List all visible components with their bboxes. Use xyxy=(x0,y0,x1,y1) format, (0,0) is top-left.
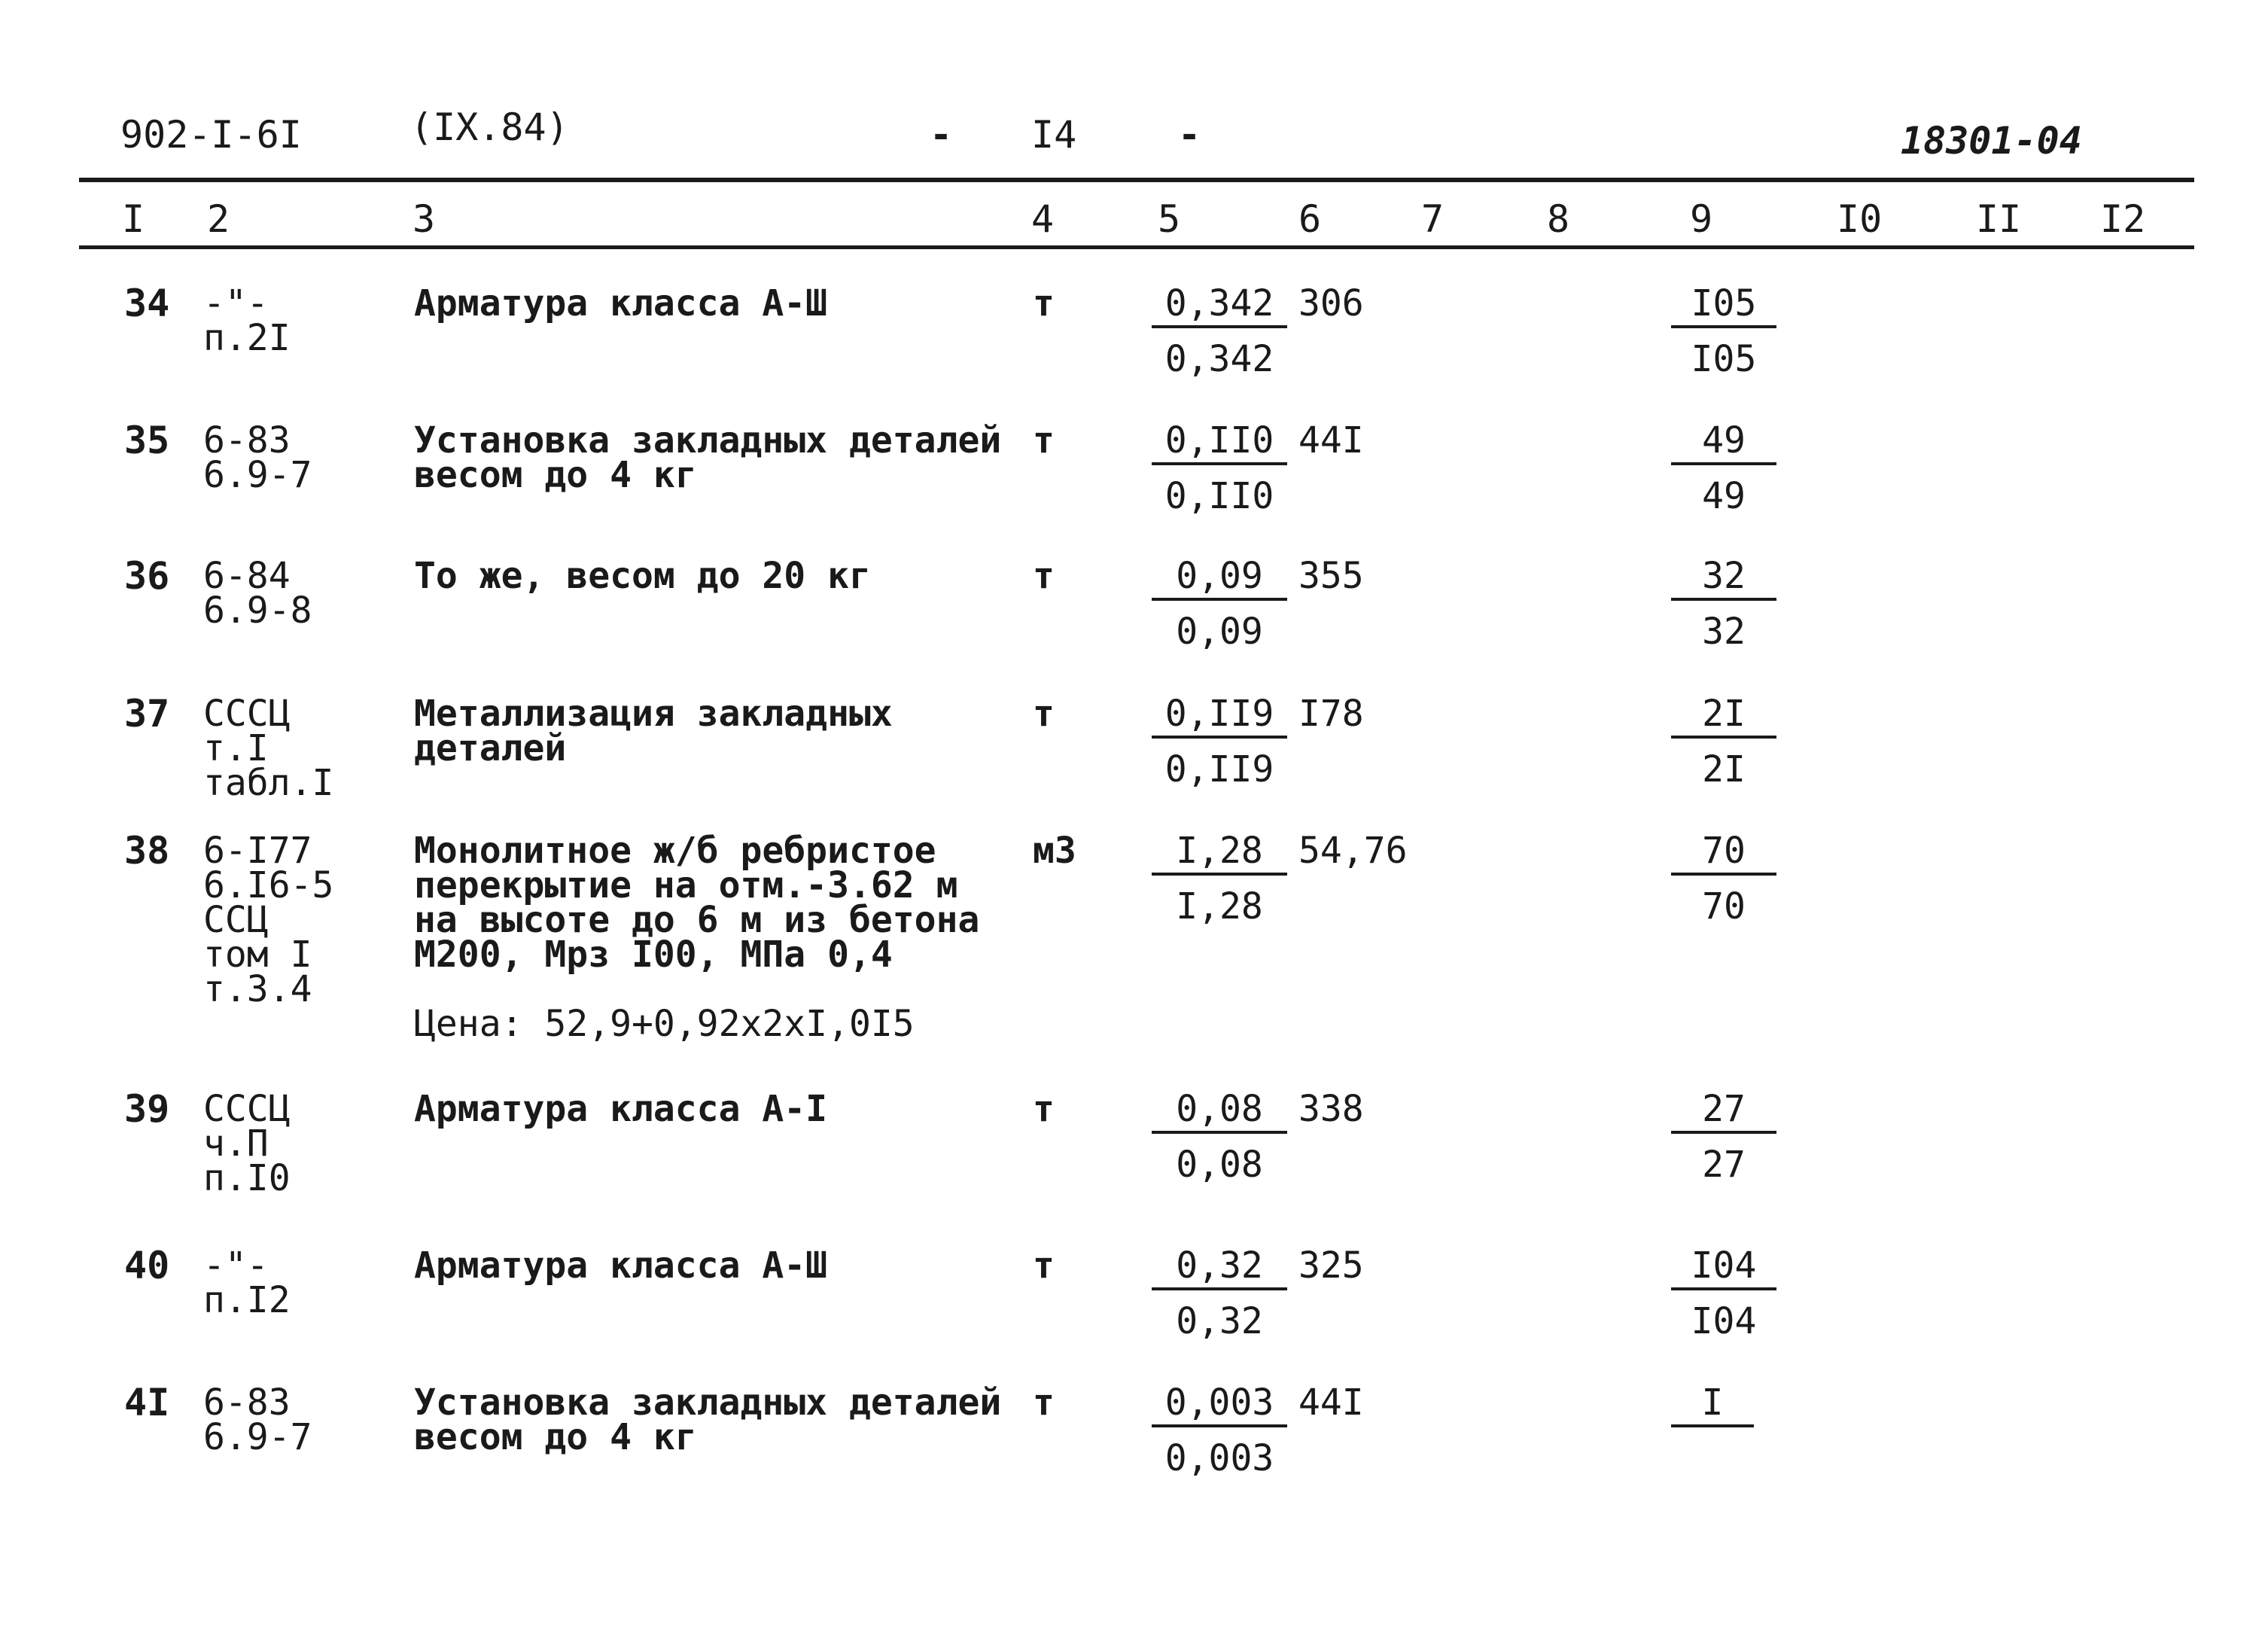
row-quantity: $\frac{0,II9}{0,II9}$ xyxy=(1152,696,1287,787)
row-unit: т xyxy=(1033,693,1055,735)
row-number: 39 xyxy=(124,1087,170,1131)
row-unit-price: 338 xyxy=(1298,1088,1364,1130)
row-unit: м3 xyxy=(1033,830,1076,872)
column-number: 5 xyxy=(1158,197,1181,241)
row-reference: СССЦ т.I табл.I xyxy=(203,693,334,804)
row-number: 37 xyxy=(124,692,170,736)
row-quantity: $\frac{0,08}{0,08}$ xyxy=(1152,1092,1287,1182)
row-reference: 6-83 6.9-7 xyxy=(203,419,312,496)
row-description: Установка закладных деталей весом до 4 кг xyxy=(414,419,1002,496)
row-quantity: $\frac{0,32}{0,32}$ xyxy=(1152,1248,1287,1339)
row-quantity: $\frac{0,342}{0,342}$ xyxy=(1152,286,1287,376)
row-reference: -"- п.I2 xyxy=(203,1244,291,1321)
row-description: Установка закладных деталей весом до 4 кг xyxy=(414,1381,1002,1458)
row-reference: 6-84 6.9-8 xyxy=(203,555,312,632)
column-number: II xyxy=(1976,197,2022,241)
row-description: Металлизация закладных деталей xyxy=(414,693,893,769)
document-date: (IX.84) xyxy=(410,105,569,149)
column-number: 9 xyxy=(1690,197,1713,241)
row-quantity: $\frac{0,003}{0,003}$ xyxy=(1152,1385,1287,1476)
header-rule-top xyxy=(79,178,2194,182)
column-number: 7 xyxy=(1421,197,1445,241)
column-number: 3 xyxy=(413,197,436,241)
row-total: $\frac{70}{70}$ xyxy=(1671,833,1776,924)
row-quantity: $\frac{I,28}{I,28}$ xyxy=(1152,833,1287,924)
row-unit: т xyxy=(1033,419,1055,462)
row-quantity: $\frac{0,09}{0,09}$ xyxy=(1152,559,1287,649)
row-unit: т xyxy=(1033,282,1055,324)
row-description: Арматура класса А-Ш xyxy=(414,282,828,324)
row-unit-price: 44I xyxy=(1298,419,1364,462)
row-unit-price: 325 xyxy=(1298,1244,1364,1287)
row-total: $\frac{32}{32}$ xyxy=(1671,559,1776,649)
row-reference: 6-83 6.9-7 xyxy=(203,1381,312,1458)
row-total: $\frac{2I}{2I}$ xyxy=(1671,696,1776,787)
row-reference: 6-I77 6.I6-5 ССЦ том I т.3.4 xyxy=(203,830,334,1010)
row-total: I xyxy=(1671,1385,1754,1441)
price-formula: Цена: 52,9+0,92х2хI,0I5 xyxy=(414,1003,915,1045)
column-number: I2 xyxy=(2100,197,2146,241)
row-number: 40 xyxy=(124,1244,170,1287)
row-total: $\frac{I05}{I05}$ xyxy=(1671,286,1776,376)
row-number: 38 xyxy=(124,829,170,873)
handwritten-stamp: 18301-04 xyxy=(1901,119,2082,163)
row-unit: т xyxy=(1033,1088,1055,1130)
row-unit-price: 54,76 xyxy=(1298,830,1408,872)
column-number: I0 xyxy=(1837,197,1883,241)
row-description: Арматура класса А-Ш xyxy=(414,1244,828,1287)
row-reference: -"- п.2I xyxy=(203,282,291,359)
row-number: 4I xyxy=(124,1381,170,1424)
row-description: То же, весом до 20 кг xyxy=(414,555,871,597)
row-description: Арматура класса А-I xyxy=(414,1088,828,1130)
row-number: 36 xyxy=(124,554,170,598)
column-number: 8 xyxy=(1547,197,1570,241)
page-number: I4 xyxy=(1031,113,1077,157)
row-quantity: $\frac{0,II0}{0,II0}$ xyxy=(1152,423,1287,513)
row-unit-price: 355 xyxy=(1298,555,1364,597)
row-unit-price: I78 xyxy=(1298,693,1364,735)
column-number: 6 xyxy=(1298,197,1322,241)
row-reference: СССЦ ч.П п.I0 xyxy=(203,1088,291,1199)
row-unit-price: 306 xyxy=(1298,282,1364,324)
row-unit: т xyxy=(1033,555,1055,597)
column-number: 4 xyxy=(1031,197,1055,241)
document-code: 902-I-6I xyxy=(120,113,302,157)
header-dash-right: - xyxy=(1178,113,1201,157)
row-total: $\frac{49}{49}$ xyxy=(1671,423,1776,513)
row-number: 35 xyxy=(124,419,170,462)
row-description: Монолитное ж/б ребристое перекрытие на отм.-3.62 м на высоте до 6 м из бетона М200, Мрз I00, МПа 0,4 xyxy=(414,830,980,976)
row-unit: т xyxy=(1033,1244,1055,1287)
row-total: $\frac{27}{27}$ xyxy=(1671,1092,1776,1182)
column-number: I xyxy=(122,197,145,241)
row-number: 34 xyxy=(124,282,170,325)
header-dash-left: - xyxy=(930,113,953,157)
header-rule-bottom xyxy=(79,245,2194,249)
row-unit: т xyxy=(1033,1381,1055,1424)
row-total: $\frac{I04}{I04}$ xyxy=(1671,1248,1776,1339)
column-number: 2 xyxy=(207,197,230,241)
row-unit-price: 44I xyxy=(1298,1381,1364,1424)
